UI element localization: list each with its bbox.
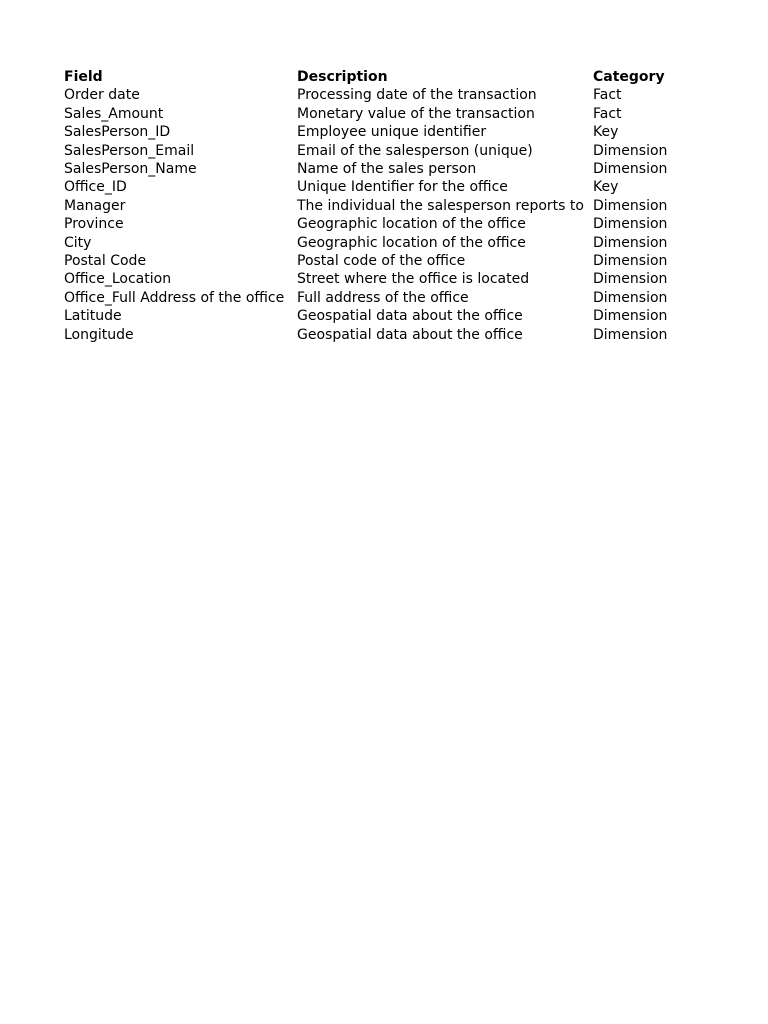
header-field: Field bbox=[64, 69, 103, 85]
table-row bbox=[64, 197, 693, 215]
table-row bbox=[64, 160, 693, 178]
field-cell: Office_Location bbox=[64, 271, 172, 288]
table-row bbox=[64, 86, 693, 104]
description-cell: Geographic location of the office bbox=[297, 234, 526, 251]
description-cell: Unique Identifier for the office bbox=[297, 179, 508, 196]
category-cell: Dimension bbox=[593, 253, 668, 270]
description-cell: Full address of the office bbox=[297, 289, 469, 306]
field-cell: Longitude bbox=[64, 326, 134, 343]
category-cell: Fact bbox=[593, 105, 622, 122]
field-cell: Province bbox=[64, 216, 124, 233]
category-cell: Dimension bbox=[593, 308, 668, 325]
field-cell: Sales_Amount bbox=[64, 105, 164, 122]
category-cell: Dimension bbox=[593, 161, 668, 178]
table-row bbox=[64, 178, 693, 196]
category-cell: Dimension bbox=[593, 142, 668, 159]
description-cell: Geospatial data about the office bbox=[297, 326, 523, 343]
field-cell: SalesPerson_Email bbox=[64, 142, 195, 159]
field-definition-sheet bbox=[64, 68, 693, 344]
category-cell: Key bbox=[593, 124, 619, 141]
category-cell: Dimension bbox=[593, 197, 668, 214]
table-row bbox=[64, 326, 693, 344]
field-cell: SalesPerson_ID bbox=[64, 124, 171, 141]
category-cell: Dimension bbox=[593, 216, 668, 233]
field-cell: City bbox=[64, 234, 92, 251]
description-cell: The individual the salesperson reports to bbox=[297, 197, 584, 214]
description-cell: Name of the sales person bbox=[297, 161, 477, 178]
table-row bbox=[64, 307, 693, 325]
table-row bbox=[64, 270, 693, 288]
table-row bbox=[64, 252, 693, 270]
field-cell: SalesPerson_Name bbox=[64, 161, 197, 178]
category-cell: Key bbox=[593, 179, 619, 196]
description-cell: Geospatial data about the office bbox=[297, 308, 523, 325]
table-row bbox=[64, 215, 693, 233]
field-cell: Office_ID bbox=[64, 179, 127, 196]
table-row bbox=[64, 289, 693, 307]
description-cell: Postal code of the office bbox=[297, 253, 466, 270]
header-category: Category bbox=[593, 69, 665, 85]
table-row bbox=[64, 142, 693, 160]
table-row bbox=[64, 105, 693, 123]
field-cell: Office_Full Address of the office bbox=[64, 289, 285, 306]
category-cell: Dimension bbox=[593, 289, 668, 306]
category-cell: Fact bbox=[593, 87, 622, 104]
field-cell: Postal Code bbox=[64, 253, 147, 270]
category-cell: Dimension bbox=[593, 234, 668, 251]
category-cell: Dimension bbox=[593, 271, 668, 288]
table-row bbox=[64, 234, 693, 252]
field-cell: Manager bbox=[64, 197, 126, 214]
header-description: Description bbox=[297, 69, 388, 85]
table-header-row bbox=[64, 68, 693, 86]
field-definition-table bbox=[64, 68, 693, 344]
field-cell: Latitude bbox=[64, 308, 122, 325]
table-row bbox=[64, 123, 693, 141]
description-cell: Email of the salesperson (unique) bbox=[297, 142, 533, 159]
description-cell: Employee unique identifier bbox=[297, 124, 487, 141]
description-cell: Processing date of the transaction bbox=[297, 87, 537, 104]
description-cell: Street where the office is located bbox=[297, 271, 530, 288]
field-cell: Order date bbox=[64, 87, 140, 104]
description-cell: Monetary value of the transaction bbox=[297, 105, 535, 122]
category-cell: Dimension bbox=[593, 326, 668, 343]
description-cell: Geographic location of the office bbox=[297, 216, 526, 233]
